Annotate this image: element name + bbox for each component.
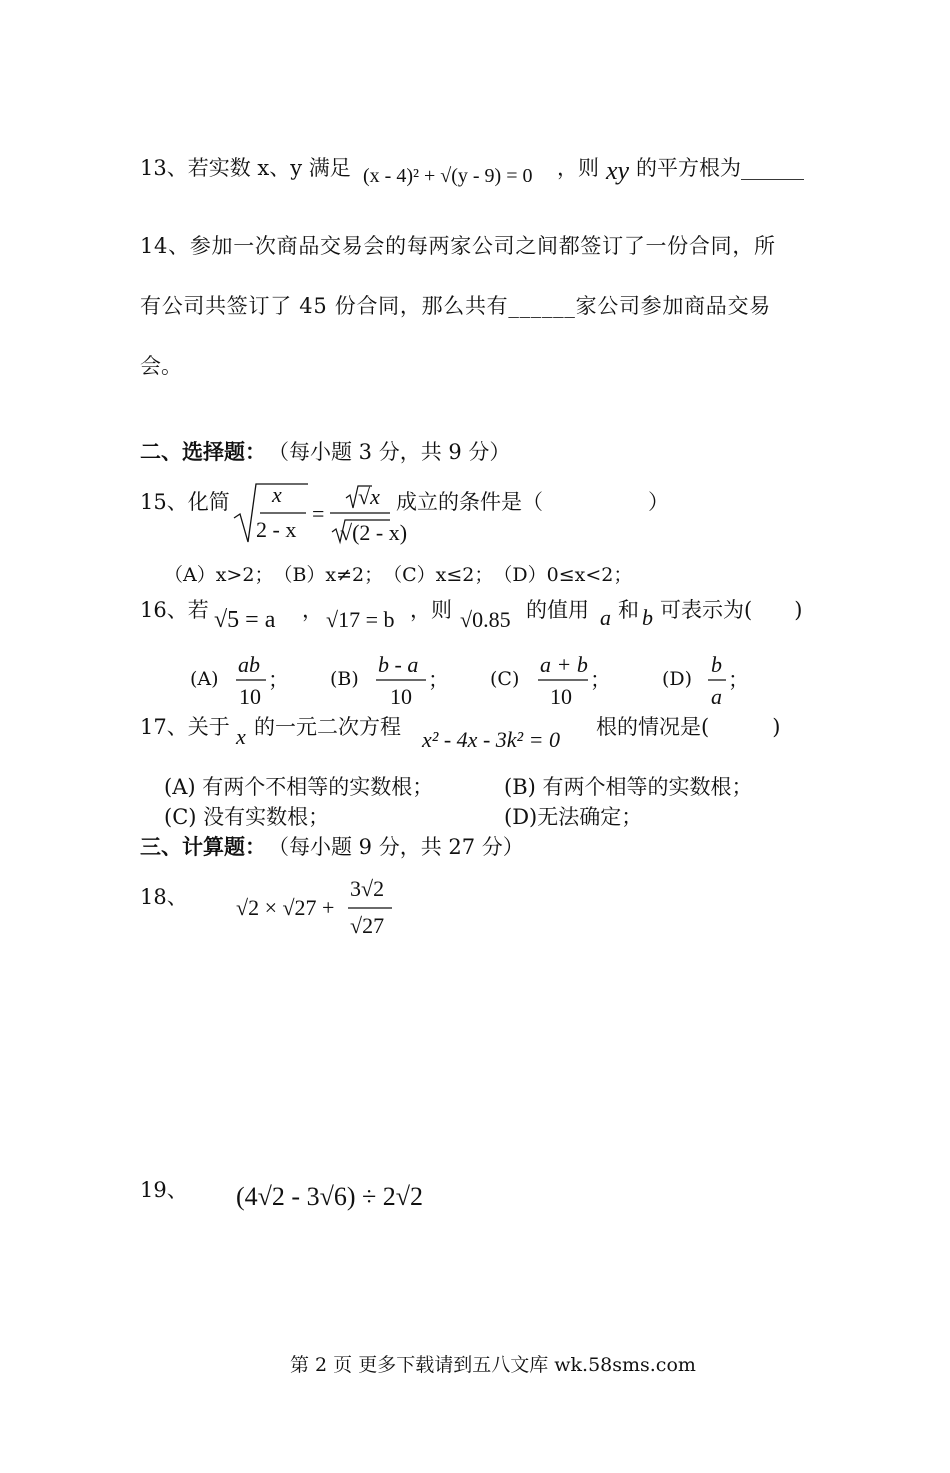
q16-and: 和: [618, 598, 639, 622]
q15-lead: 15、化简: [140, 490, 230, 514]
q17-tail: 根的情况是( ): [596, 715, 781, 739]
q17-lead: 17、关于: [140, 715, 230, 739]
q16-optA-label: (A): [190, 668, 219, 690]
q13-mid: ，则: [557, 156, 599, 180]
section2-note: （每小题 3 分，共 9 分）: [268, 440, 511, 464]
q16-mid2: 的值用: [526, 598, 589, 622]
q17-optC: (C) 没有实数根；: [164, 805, 330, 829]
q14-line1: 14、参加一次商品交易会的每两家公司之间都签订了一份合同，所: [140, 234, 776, 258]
q15-num-right: √x: [358, 484, 380, 509]
q14-line3: 会。: [140, 354, 182, 378]
q13-lead: 13、若实数 x、y 满足: [140, 156, 351, 180]
q16-optD-den: a: [711, 684, 722, 709]
q16-optD-semi: ；: [728, 668, 749, 692]
q16-tail: 可表示为( ): [660, 598, 803, 622]
section2-title: 二、选择题：: [140, 440, 266, 464]
q17-var: x: [236, 724, 246, 749]
q13-formula: (x - 4)² + √(y - 9) = 0: [363, 165, 533, 187]
q15-options: （A）x>2； （B）x≠2； （C）x≤2； （D）0≤x<2；: [164, 564, 633, 586]
page-footer: 第 2 页 更多下载请到五八文库 wk.58sms.com: [290, 1354, 696, 1376]
q18-label: 18、: [140, 885, 188, 909]
q16-mid: ，则: [410, 598, 452, 622]
q16-optB-semi: ；: [428, 668, 449, 692]
q15-den-right: √(2 - x): [340, 520, 408, 545]
q18-frac-num: 3√2: [350, 876, 385, 901]
q16-expr1: √5 = a: [214, 607, 276, 633]
q16-optC-semi: ；: [590, 668, 611, 692]
q16-expr3: √0.85: [460, 607, 511, 632]
q16-optC-num: a + b: [540, 652, 588, 677]
q15-tail: 成立的条件是（ ）: [396, 490, 669, 514]
section3-title: 三、计算题：: [140, 835, 266, 859]
q19-label: 19、: [140, 1178, 188, 1202]
q15-eq: =: [312, 501, 325, 526]
q13-tail: 的平方根为______: [636, 156, 804, 180]
q16-a: a: [600, 605, 611, 630]
q15-den-left: 2 - x: [256, 517, 297, 542]
q17-optB: (B) 有两个相等的实数根；: [504, 775, 753, 799]
q16-optD-label: (D): [662, 668, 693, 690]
q16-option-fraction-bars: [0, 640, 950, 710]
q17-mid: 的一元二次方程: [254, 715, 401, 739]
q16-lead: 16、若: [140, 598, 209, 622]
q16-optB-den: 10: [390, 684, 412, 709]
q16-optC-label: (C): [490, 668, 520, 690]
q17-equation: x² - 4x - 3k² = 0: [422, 727, 560, 752]
q18-frac-den: √27: [350, 913, 385, 938]
section3-note: （每小题 9 分，共 27 分）: [268, 835, 524, 859]
q16-optC-den: 10: [550, 684, 572, 709]
q18-expr: √2 × √27 +: [236, 895, 335, 920]
q14-line2: 有公司共签订了 45 份合同，那么共有______家公司参加商品交易: [140, 294, 771, 318]
q15-num-left: x: [272, 482, 282, 507]
q19-expr: (4√2 - 3√6) ÷ 2√2: [236, 1182, 424, 1211]
q16-optB-label: (B): [330, 668, 359, 690]
q16-optD-num: b: [711, 652, 722, 677]
q13-var: xy: [606, 156, 630, 185]
q16-sep: ，: [302, 598, 323, 622]
q16-optA-den: 10: [239, 684, 261, 709]
q16-b: b: [642, 605, 653, 630]
q17-optD: (D)无法确定；: [504, 805, 643, 829]
q17-optA: (A) 有两个不相等的实数根；: [164, 775, 434, 799]
q16-optA-semi: ；: [268, 668, 289, 692]
q16-expr2: √17 = b: [326, 607, 395, 632]
q16-optA-num: ab: [238, 652, 260, 677]
q16-optB-num: b - a: [378, 652, 419, 677]
